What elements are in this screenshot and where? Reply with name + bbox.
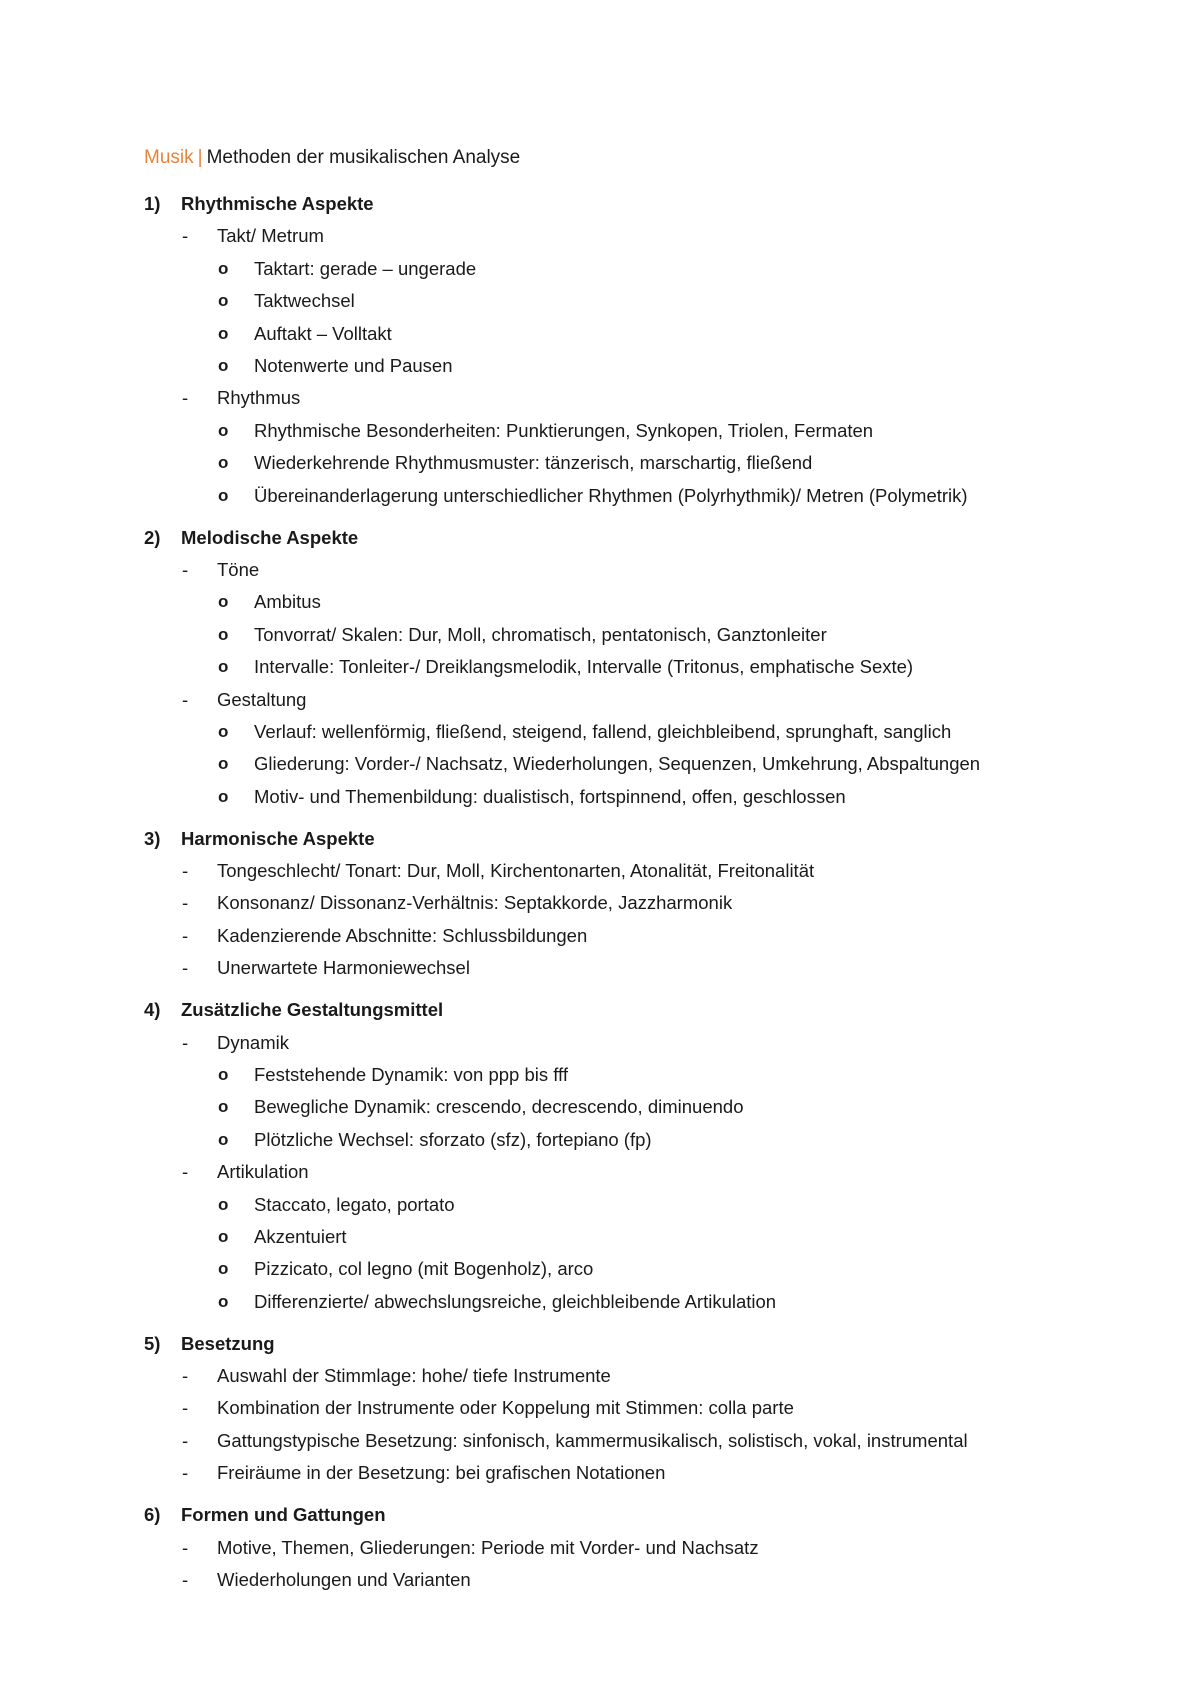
page-title: [144, 146, 520, 170]
sub-list-item: Feststehende Dynamik: von ppp bis fff: [254, 1063, 568, 1085]
sub-list-item: Akzentuiert: [254, 1225, 347, 1247]
list-item: Motive, Themen, Gliederungen: Periode mit Vorder- und Nachsatz: [217, 1536, 759, 1558]
bullet-marker: o: [218, 1194, 229, 1214]
list-item: Töne: [217, 558, 260, 580]
sub-list-item: Staccato, legato, portato: [254, 1193, 455, 1215]
sub-list-item: Bewegliche Dynamik: crescendo, decrescendo, diminuendo: [254, 1096, 744, 1118]
dash-marker: -: [182, 1536, 189, 1558]
section-number: 6): [144, 1504, 161, 1526]
bullet-marker: o: [218, 624, 229, 644]
dash-marker: -: [182, 558, 189, 580]
section-number: 5): [144, 1332, 161, 1354]
sub-list-item: Pizzicato, col legno (mit Bogenholz), arco: [254, 1258, 594, 1280]
dash-marker: -: [182, 1397, 189, 1419]
sub-list-item: Intervalle: Tonleiter-/ Dreiklangsmelodik, Intervalle (Tritonus, emphatische Sexte): [254, 656, 914, 678]
section-heading: Melodische Aspekte: [181, 526, 359, 548]
bullet-marker: o: [218, 1291, 229, 1311]
bullet-marker: o: [218, 721, 229, 741]
section-number: 2): [144, 526, 161, 548]
bullet-marker: o: [218, 453, 229, 473]
section-heading: Rhythmische Aspekte: [181, 193, 374, 214]
title-separator: |: [197, 147, 203, 168]
sub-list-item: Tonvorrat/ Skalen: Dur, Moll, chromatisch, pentatonisch, Ganztonleiter: [254, 623, 827, 645]
bullet-marker: o: [218, 592, 229, 612]
bullet-marker: o: [218, 1129, 229, 1149]
section-heading: Formen und Gattungen: [181, 1504, 386, 1526]
section-heading: Besetzung: [181, 1332, 275, 1354]
sub-list-item: Gliederung: Vorder-/ Nachsatz, Wiederholungen, Sequenzen, Umkehrung, Abspaltungen: [254, 753, 981, 775]
list-item: Rhythmus: [217, 387, 301, 409]
bullet-marker: o: [218, 1259, 229, 1279]
dash-marker: -: [182, 957, 189, 979]
dash-marker: -: [182, 860, 189, 881]
bullet-marker: o: [218, 754, 229, 774]
list-item: Auswahl der Stimmlage: hohe/ tiefe Instrumente: [217, 1365, 611, 1386]
sub-list-item: Rhythmische Besonderheiten: Punktierungen, Synkopen, Triolen, Fermaten: [254, 419, 874, 441]
bullet-marker: o: [218, 291, 229, 311]
bullet-marker: o: [218, 420, 229, 440]
section-number: 1): [144, 193, 161, 214]
sub-list-item: Ambitus: [254, 591, 321, 613]
section-heading: Zusätzliche Gestaltungsmittel: [181, 999, 444, 1021]
sub-list-item: Taktwechsel: [254, 290, 355, 312]
sub-list-item: Notenwerte und Pausen: [254, 355, 453, 376]
list-item: Dynamik: [217, 1031, 289, 1053]
dash-marker: -: [182, 1161, 189, 1183]
list-item: Artikulation: [217, 1161, 309, 1183]
section-number: 4): [144, 999, 161, 1021]
bullet-marker: o: [218, 1226, 229, 1246]
bullet-marker: o: [218, 657, 229, 677]
bullet-marker: o: [218, 258, 229, 278]
list-item: Gattungstypische Besetzung: sinfonisch, kammermusikalisch, solistisch, vokal, instrumental: [217, 1429, 968, 1451]
sub-list-item: Differenzierte/ abwechslungsreiche, gleichbleibende Artikulation: [254, 1290, 777, 1312]
sub-list-item: Plötzliche Wechsel: sforzato (sfz), fortepiano (fp): [254, 1128, 652, 1150]
bullet-marker: o: [218, 323, 229, 343]
bullet-marker: o: [218, 485, 229, 505]
bullet-marker: o: [218, 1097, 229, 1117]
list-item: Kadenzierende Abschnitte: Schlussbildungen: [217, 924, 588, 946]
list-item: Wiederholungen und Varianten: [217, 1568, 471, 1590]
dash-marker: -: [182, 1365, 189, 1386]
sub-list-item: Übereinanderlagerung unterschiedlicher Rhythmen (Polyrhythmik)/ Metren (Polymetrik): [254, 484, 968, 506]
list-item: Freiräume in der Besetzung: bei grafischen Notationen: [217, 1462, 666, 1484]
sub-list-item: Auftakt – Volltakt: [254, 322, 392, 344]
subject-label: Musik: [144, 147, 194, 168]
sub-list-item: Motiv- und Themenbildung: dualistisch, fortspinnend, offen, geschlossen: [254, 785, 846, 807]
section-heading: Harmonische Aspekte: [181, 827, 375, 849]
bullet-marker: o: [218, 1064, 229, 1084]
dash-marker: -: [182, 924, 189, 946]
sub-list-item: Verlauf: wellenförmig, fließend, steigend, fallend, gleichbleibend, sprunghaft, sanglich: [254, 720, 952, 742]
list-item: Tongeschlecht/ Tonart: Dur, Moll, Kirchentonarten, Atonalität, Freitonalität: [217, 860, 815, 881]
sub-list-item: Wiederkehrende Rhythmusmuster: tänzerisch, marschartig, fließend: [254, 452, 813, 474]
list-item: Gestaltung: [217, 688, 307, 710]
list-item: Unerwartete Harmoniewechsel: [217, 957, 470, 979]
dash-marker: -: [182, 1031, 189, 1053]
title-text: Methoden der musikalischen Analyse: [206, 147, 521, 168]
dash-marker: -: [182, 1462, 189, 1484]
dash-marker: -: [182, 1568, 189, 1590]
list-item: Konsonanz/ Dissonanz-Verhältnis: Septakkorde, Jazzharmonik: [217, 892, 733, 914]
list-item: Kombination der Instrumente oder Koppelung mit Stimmen: colla parte: [217, 1397, 794, 1419]
dash-marker: -: [182, 387, 189, 409]
bullet-marker: o: [218, 356, 229, 375]
dash-marker: -: [182, 1429, 189, 1451]
section-number: 3): [144, 827, 161, 849]
dash-marker: -: [182, 688, 189, 710]
dash-marker: -: [182, 225, 189, 247]
dash-marker: -: [182, 892, 189, 914]
list-item: Takt/ Metrum: [217, 225, 324, 247]
bullet-marker: o: [218, 786, 229, 806]
sub-list-item: Taktart: gerade – ungerade: [254, 257, 477, 279]
